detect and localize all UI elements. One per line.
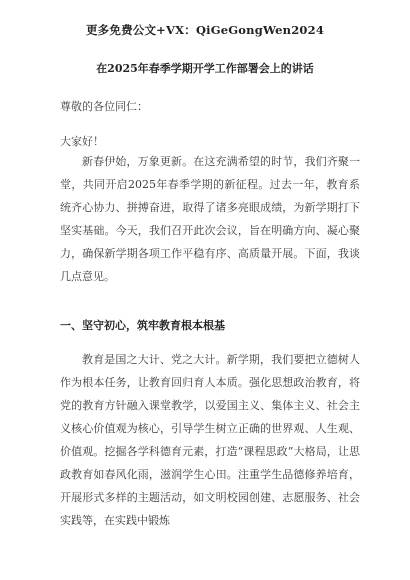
intro-paragraph: 新春伊始，万象更新。在这充满希望的时节，我们齐聚一堂，共同开启2025年春季学期的新征程。过去一年，教育系统齐心协力、拼搏奋进，取得了诸多亮眼成绩，为新学期打下坚实基础。今天，我们召开此次会议，旨在明确方向、凝心聚力，确保新学期各项工作平稳有序、高质量开展。下面，我谈几点意见。 xyxy=(60,155,360,283)
speech-title: 在2025年春季学期开学工作部署会上的讲话 xyxy=(96,62,314,75)
section-heading-1: 一、坚守初心，筑牢教育根本根基 xyxy=(60,319,225,332)
salutation-line: 大家好！ xyxy=(60,135,104,148)
greeting-line: 尊敬的各位同仁： xyxy=(60,100,148,113)
section-1-paragraph: 教育是国之大计、党之大计。新学期，我们要把立德树人作为根本任务，让教育回归育人本质。强化思想政治教育，将党的教育方针融入课堂教学，以爱国主义、集体主义、社会主义核心价值观为核心，引导学生树立正确的世界观、人生观、价值观。挖掘各学科德育元素，打造“课程思政”大格局，让思政教育如春风化雨，滋润学生心田。注重学生品德修养培育，开展形式多样的主题活动，如文明校园创建、志愿服务、社会实践等，在实践中锻炼 xyxy=(60,353,360,527)
page-header: 更多免费公文+VX：QiGeGongWen2024 xyxy=(85,23,325,37)
